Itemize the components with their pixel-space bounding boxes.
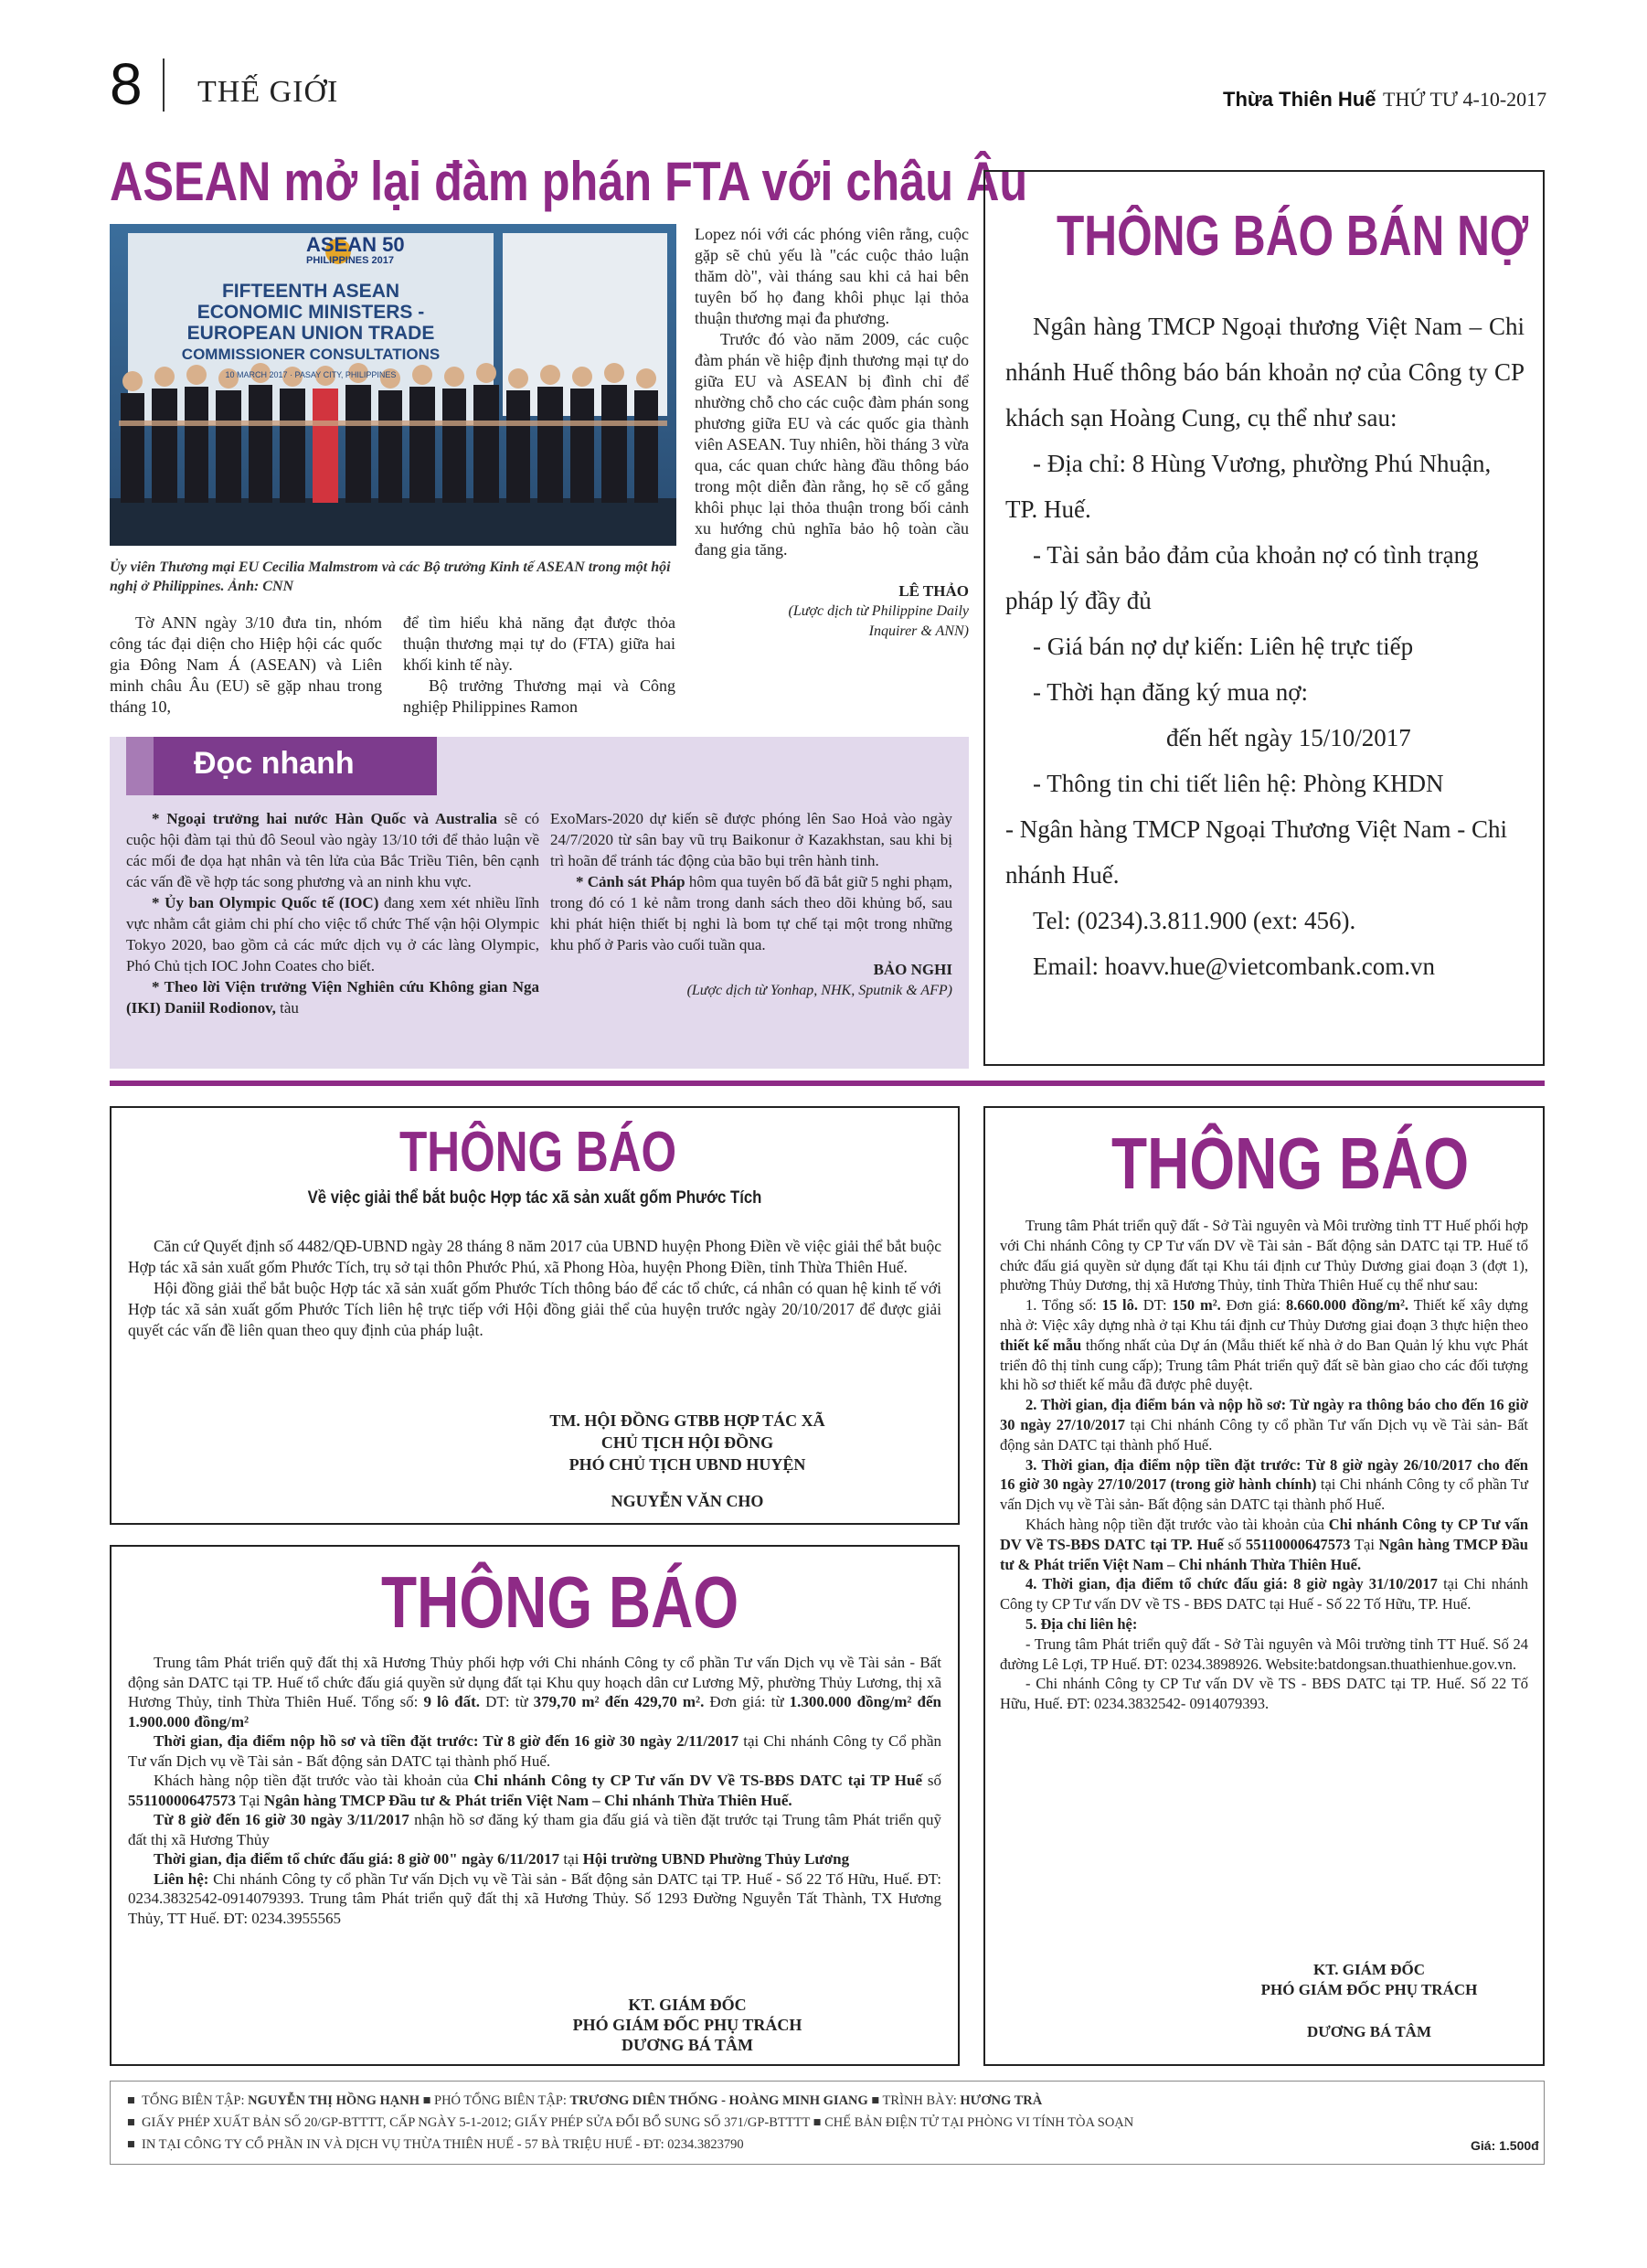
photo-sign-line1: FIFTEENTH ASEAN	[221, 281, 400, 302]
quick-news-item4-text: hôm qua tuyên bố đã bắt giữ 5 nghi phạm, trong đó có 1 kẻ nằm trong danh sách theo dõi khủng bố, sau khi phát hiện thiết bị nghi là bom tự chế tại một trong những khu phố ở Paris vào cuối tuần qua.	[550, 873, 953, 953]
nh-p3b: Chi nhánh Công ty CP Tư vấn DV Về TS-BĐS DATC tại TP Huế	[473, 1772, 923, 1789]
nd-p6a: 4. Thời gian, địa điểm tổ chức đấu giá: 8 giờ ngày 31/10/2017	[1025, 1575, 1438, 1593]
nh-p1a: Trung tâm Phát triển quỹ đất thị xã Hương Thủy phối hợp với Chi nhánh Công ty cổ phần Tư vấn Dịch vụ về Tài sản - Bất động sản DATC tại TP. Huế tổ chức đấu giá quyền sử dụng đất tại Khu quy hoạch dân cư Lương Mỹ, phường Thủy Lương, thị xã Hương Thủy, tỉnh Thừa Thiên Huế. Tổng số:	[128, 1654, 941, 1710]
notice-huongthuy-signature	[523, 1995, 852, 2055]
notice-thuyduong-p5	[1000, 1515, 1528, 1574]
debt-sale-body	[1005, 303, 1525, 989]
photo-sign-line2: ECONOMIC MINISTERS -	[197, 302, 425, 323]
quick-news-item1-text: sẽ có cuộc hội đàm tại thủ đô Seoul vào ngày 13/10 tới để thảo luận về các mối đe dọa hạt nhân và tên lửa của Bắc Triều Tiên, bên cạnh các vấn đề về hợp tác song phương và an ninh khu vực.	[126, 810, 539, 890]
notice-thuyduong-p6	[1000, 1574, 1528, 1614]
article-photo	[110, 224, 676, 546]
page-header	[110, 53, 1554, 117]
article-col3-text1: Lopez nói với các phóng viên rằng, cuộc gặp sẽ chủ yếu là "các cuộc thảo luận thăm dò", vài tháng sau khi cả hai bên tuyên bố họ đang khôi phục lại thỏa thuận thương mại đa phương.	[695, 225, 969, 327]
nd-p2e: Đơn giá:	[1220, 1296, 1286, 1315]
nh-p3d: 55110000647573	[128, 1791, 237, 1809]
quick-news-item3-cont: ExoMars-2020 dự kiến sẽ được phóng lên Sao Hoả vào ngày 24/7/2020 từ sân bay vũ trụ Baikonur ở Kazakhstan, sau khi bị trì hoãn để tránh tác động của bão bụi trên hành tinh.	[550, 810, 952, 869]
bullet-icon: ■	[127, 2093, 143, 2108]
debt-sale-tel: Tel: (0234).3.811.900 (ext: 456).	[1033, 907, 1356, 934]
imprint-editor-label: TỔNG BIÊN TẬP:	[142, 2093, 249, 2108]
notice-huongthuy-sig2: PHÓ GIÁM ĐỐC PHỤ TRÁCH	[572, 2016, 802, 2034]
nh-p1d: 379,70 m² đến 429,70 m².	[533, 1693, 705, 1710]
notice-huongthuy	[110, 1545, 960, 2066]
nh-p1f: 1.300.000 đồng/m² đến 1.900.000 đồng/m²	[128, 1693, 941, 1730]
debt-sale-address: - Địa chỉ: 8 Hùng Vương, phường Phú Nhuận, TP. Huế.	[1005, 450, 1492, 523]
nd-p6b: tại Chi nhánh Công ty CP Tư vấn DV về TS - BĐS DATC tại Huế - Số 22 Tố Hữu, TP. Huế.	[1000, 1575, 1529, 1613]
article-col-1	[110, 612, 382, 718]
nd-p4b: tại Chi nhánh Công ty cổ phần Tư vấn Dịch vụ về Tài sản- Bất động sản DATC tại thành phố Huế.	[1000, 1475, 1528, 1514]
debt-sale-price: - Giá bán nợ dự kiến: Liên hệ trực tiếp	[1033, 633, 1414, 660]
bullet-icon: ■	[127, 2115, 143, 2130]
quick-news-item-2	[126, 892, 539, 976]
nh-p2b: tại Chi nhánh Công ty Cổ phần Tư vấn Dịch vụ về Tài sản - Bất động sản DATC tại thành phố Huế.	[128, 1732, 941, 1770]
quick-news-source: (Lược dịch từ Yonhap, NHK, Sputnik & AFP)	[686, 983, 952, 998]
article-col3-text2: Trước đó vào năm 2009, các cuộc đàm phán về hiệp định thương mại tự do giữa EU và ASEAN bị đình chỉ để nhường chỗ cho các cuộc đàm phán song phương giữa EU và các quốc gia thành viên ASEAN. Tuy nhiên, hồi tháng 3 vừa qua, các quan chức hàng đầu thông báo trong một diễn đàn rằng, họ sẽ cố gắng khôi phục lại thỏa thuận trong bối cảnh xu hướng chủ nghĩa bảo hộ toàn cầu đang gia tăng.	[695, 330, 969, 559]
nd-p2b: 15 lô.	[1101, 1296, 1138, 1315]
debt-sale-email: Email: hoavv.hue@vietcombank.com.vn	[1033, 953, 1436, 980]
nd-p2h: thiết kế mẫu	[1000, 1336, 1082, 1354]
nd-p3b: tại Chi nhánh Công ty cổ phần Tư vấn Dịch vụ về Tài sản- Bất động sản DATC tại thành phố Huế.	[1000, 1415, 1528, 1453]
photo-sign-date: 10 MARCH 2017 · PASAY CITY, PHILIPPINES	[225, 370, 397, 379]
imprint-line-1	[127, 2091, 1042, 2111]
notice-huongthuy-p3	[128, 1771, 941, 1810]
nd-p2f: 8.660.000 đồng/m².	[1285, 1296, 1409, 1315]
photo-illustration	[110, 224, 676, 546]
nh-p6a: Liên hệ:	[154, 1869, 209, 1888]
notice-thuyduong	[983, 1106, 1545, 2066]
quick-news-item-1	[126, 808, 539, 892]
nd-p4a: 3. Thời gian, địa điểm nộp tiền đặt trước: Từ 8 giờ ngày 26/10/2017 cho đến 16 giờ 30 ngày 27/10/2017 (trong giờ hành chính)	[1000, 1455, 1528, 1494]
nh-p5a: Thời gian, địa điểm tổ chức đấu giá: 8 giờ 00" ngày 6/11/2017	[154, 1850, 560, 1868]
imprint-layout-label: ■ TRÌNH BÀY:	[867, 2093, 961, 2108]
notice-thuyduong-signer: DƯƠNG BÁ TÂM	[1307, 2023, 1431, 2040]
notice-thuyduong-p8: - Trung tâm Phát triển quỹ đất - Sở Tài nguyên và Môi trường tỉnh TT Huế. Số 24 đường Lê Lợi, TP Huế. ĐT: 0234.3898926. Website:batdongsan.thuathienhue.gov.vn.	[1000, 1634, 1528, 1673]
imprint-line-3	[127, 2135, 744, 2155]
debt-sale-title: THÔNG BÁO BÁN NỢ	[1057, 205, 1529, 268]
issue-date: THỨ TƯ 4-10-2017	[1383, 88, 1547, 111]
notice-thuyduong-p1: Trung tâm Phát triển quỹ đất - Sở Tài nguyên và Môi trường tỉnh TT Huế phối hợp với Chi nhánh Công ty CP Tư vấn DV về Tài sản - Bất động sản DATC tại TP. Huế tổ chức đấu giá quyền sử dụng đất tại Khu tái định cư Thủy Dương giai đoạn 3 (đợt 1), phường Thủy Dương, thị xã Hương Thủy, tỉnh Thừa Thiên Huế cụ thể như sau:	[1000, 1217, 1528, 1294]
notice-huongthuy-signer: DƯƠNG BÁ TÂM	[622, 2036, 753, 2054]
quick-news-item1-bold: * Ngoại trưởng hai nước Hàn Quốc và Australia	[152, 810, 498, 827]
quick-news-item-4	[550, 871, 952, 955]
imprint-layout: HƯƠNG TRÀ	[960, 2093, 1043, 2108]
notice-thuyduong-sig1: KT. GIÁM ĐỐC	[1313, 1961, 1425, 1978]
quick-news-item2-text: đang xem xét nhiều lĩnh vực nhằm cắt giảm chi phí cho việc tổ chức Thế vận hội Olympic Tokyo 2020, bao gồm cả các mức dịch vụ ở các làng Olympic, Phó Chủ tịch IOC John Coates cho biết.	[126, 894, 539, 974]
quick-news-author: BẢO NGHI	[873, 961, 952, 978]
photo-banner-philippines: PHILIPPINES 2017	[306, 255, 394, 266]
photo-caption: Ủy viên Thương mại EU Cecilia Malmstrom và các Bộ trưởng Kinh tế ASEAN trong một hội nghị ở Philippines. Ảnh: CNN	[110, 559, 671, 594]
notice-huongthuy-p1	[128, 1653, 941, 1731]
nd-p2i: thống nhất của Dự án (Mẫu thiết kế nhà ở do Ban Quản lý khu vực Phát triển đô thị tỉnh cung cấp); Trung tâm Phát triển quỹ đất sẽ bàn giao cho các đối tượng khi hồ sơ thiết kế mẫu đã được phê duyệt.	[1000, 1336, 1528, 1394]
nd-p5f: Ngân hàng TMCP Đầu tư & Phát triển Việt Nam – Chi nhánh Thừa Thiên Huế.	[1000, 1535, 1528, 1573]
nh-p1b: 9 lô đất.	[423, 1693, 481, 1710]
debt-sale-deadline-value: đến hết ngày 15/10/2017	[1166, 724, 1411, 751]
header-divider	[163, 59, 165, 112]
imprint-printer: IN TẠI CÔNG TY CỔ PHẦN IN VÀ DỊCH VỤ THỪA THIÊN HUẾ - 57 BÀ TRIỆU HUẾ - ĐT: 0234.3823790	[142, 2137, 744, 2152]
imprint-editor: NGUYỄN THỊ HỒNG HẠNH	[248, 2093, 420, 2108]
notice-dissolution-body	[128, 1236, 941, 1341]
bullet-icon: ■	[127, 2137, 143, 2152]
nh-p2a: Thời gian, địa điểm nộp hồ sơ và tiền đặt trước: Từ 8 giờ đến 16 giờ 30 ngày 2/11/2017	[154, 1732, 739, 1750]
notice-huongthuy-p6	[128, 1869, 941, 1929]
page-number: 8	[110, 51, 143, 117]
imprint-line-2	[127, 2113, 1133, 2133]
quick-news-item3-bold: * Theo lời Viện trưởng Viện Nghiên cứu Không gian Nga (IKI) Daniil Rodionov,	[126, 978, 539, 1017]
nd-p2c: DT:	[1137, 1296, 1173, 1315]
photo-sign-line3: EUROPEAN UNION TRADE	[186, 323, 435, 344]
article-author: LÊ THẢO	[898, 582, 969, 600]
nd-p2a: 1. Tổng số:	[1025, 1296, 1102, 1315]
nh-p3a: Khách hàng nộp tiền đặt trước vào tài khoản của	[154, 1772, 474, 1789]
notice-dissolution-signature	[523, 1410, 852, 1512]
article-col-3	[695, 224, 969, 642]
debt-sale-contact: - Thông tin chi tiết liên hệ: Phòng KHDN	[1033, 770, 1444, 797]
notice-huongthuy-p2	[128, 1731, 941, 1771]
notice-dissolution-signer: NGUYỄN VĂN CHO	[611, 1492, 764, 1510]
notice-dissolution	[110, 1106, 960, 1525]
nh-p4a: Từ 8 giờ đến 16 giờ 30 ngày 3/11/2017	[154, 1811, 409, 1828]
quick-news-item-3	[126, 976, 539, 1018]
nd-p5c: số	[1223, 1535, 1246, 1553]
quick-news-title: Đọc nhanh	[194, 746, 355, 781]
article-col-2	[403, 612, 675, 718]
notice-thuyduong-p2	[1000, 1295, 1528, 1395]
notice-thuyduong-p7: 5. Địa chỉ liên hệ:	[1025, 1614, 1138, 1633]
section-name: THẾ GIỚI	[197, 75, 339, 109]
notice-thuyduong-signature	[1214, 1960, 1525, 2042]
nd-p2d: 150 m².	[1172, 1296, 1221, 1315]
notice-thuyduong-p4	[1000, 1455, 1528, 1515]
imprint-deputy-label: ■ PHÓ TỔNG BIÊN TẬP:	[420, 2093, 570, 2108]
nh-p5b: tại	[559, 1850, 583, 1868]
issue-price: Giá: 1.500đ	[1471, 2138, 1539, 2153]
notice-huongthuy-title: THÔNG BÁO	[381, 1561, 739, 1643]
notice-dissolution-p2: Hội đồng giải thể bắt buộc Hợp tác xã sản xuất gốm Phước Tích thông báo để các tổ chức, cá nhân có quan hệ kinh tế với Hợp tác xã sản xuất gốm Phước Tích liên hệ trực tiếp với Hội đồng giải thể của huyện trước ngày 20/10/2017 để được giải quyết các vấn đề liên quan theo quy định của pháp luật.	[128, 1279, 941, 1339]
photo-sign-line4: COMMISSIONER CONSULTATIONS	[181, 346, 441, 363]
nh-p3e: Tại	[236, 1791, 264, 1809]
notice-dissolution-sig3: PHÓ CHỦ TỊCH UBND HUYỆN	[568, 1455, 806, 1474]
notice-thuyduong-title: THÔNG BÁO	[1111, 1123, 1470, 1204]
paper-name: Thừa Thiên Huế	[1223, 88, 1376, 111]
quick-news-item3-text: tàu	[275, 999, 299, 1017]
notice-thuyduong-sig2: PHÓ GIÁM ĐỐC PHỤ TRÁCH	[1260, 1981, 1478, 1998]
nh-p6b: Chi nhánh Công ty cổ phần Tư vấn Dịch vụ về Tài sản - Bất động sản DATC tại TP. Huế - Số 22 Tố Hữu, Huế. ĐT: 0234.3832542-0914079393. Trung tâm Phát triển quỹ đất thị xã Hương Thủy. Số 1293 Đường Nguyễn Tất Thành, TX Hương Thủy, TT Huế. ĐT: 0234.3955565	[128, 1869, 941, 1927]
article-headline: ASEAN mở lại đàm phán FTA với châu Âu	[110, 151, 1028, 212]
photo-sign-text	[137, 281, 484, 381]
quick-news-item4-bold: * Cảnh sát Pháp	[576, 873, 685, 890]
quick-news-box	[110, 737, 969, 1069]
nh-p5c: Hội trường UBND Phường Thủy Lương	[582, 1850, 850, 1868]
nd-p3a: 2. Thời gian, địa điểm bán và nộp hồ sơ: Từ ngày ra thông báo cho đến 16 giờ 30 ngày 27/10/2017	[1000, 1396, 1528, 1433]
section-divider	[110, 1081, 1545, 1086]
article-source: (Lược dịch từ Philippine Daily Inquirer & ANN)	[788, 603, 969, 639]
debt-sale-collateral: - Tài sản bảo đảm của khoản nợ có tình trạng pháp lý đầy đủ	[1005, 541, 1479, 614]
quick-news-col-2	[550, 808, 952, 1001]
imprint-deputy: TRƯƠNG DIÊN THỐNG - HOÀNG MINH GIANG	[569, 2093, 868, 2108]
debt-sale-contact-bank: - Ngân hàng TMCP Ngoại Thương Việt Nam - Chi nhánh Huế.	[1005, 815, 1508, 889]
imprint-license: GIẤY PHÉP XUẤT BẢN SỐ 20/GP-BTTTT, CẤP NGÀY 5-1-2012; GIẤY PHÉP SỬA ĐỔI BỔ SUNG SỐ 371/GP-BTTTT ■ CHẾ BẢN ĐIỆN TỬ TẠI PHÒNG VI TÍNH TÒA SOẠN	[142, 2115, 1134, 2130]
notice-huongthuy-p4	[128, 1810, 941, 1849]
article-col2-text1: để tìm hiểu khả năng đạt được thỏa thuận thương mại tự do (FTA) giữa hai khối kinh tế này.	[403, 613, 675, 674]
notice-thuyduong-body	[1000, 1216, 1528, 1714]
imprint-footer	[110, 2081, 1545, 2165]
notice-dissolution-title: THÔNG BÁO	[399, 1121, 677, 1184]
quick-news-title-stripe	[126, 737, 154, 795]
nh-p3f: Ngân hàng TMCP Đầu tư & Phát triển Việt Nam – Chi nhánh Thừa Thiên Huế.	[263, 1791, 792, 1809]
notice-thuyduong-p9: - Chi nhánh Công ty CP Tư vấn DV về TS - BĐS DATC tại TP. Huế. Số 22 Tố Hữu, Huế. ĐT: 0234.3832542- 0914079393.	[1000, 1675, 1528, 1713]
nd-p5a: Khách hàng nộp tiền đặt trước vào tài khoản của	[1025, 1515, 1329, 1533]
article-col2-text2: Bộ trưởng Thương mại và Công nghiệp Philippines Ramon	[403, 676, 675, 716]
nh-p1c: DT: từ	[480, 1693, 534, 1710]
quick-news-col-1	[126, 808, 539, 1018]
nd-p5d: 55110000647573	[1245, 1535, 1351, 1553]
nh-p1e: Đơn giá: từ	[704, 1693, 790, 1710]
nd-p2g: Thiết kế xây dựng nhà ở: Việc xây dựng nhà ở tại Khu tái định cư Thủy Dương giai đoạn 3 thực hiện theo	[1000, 1296, 1528, 1334]
nd-p5b: Chi nhánh Công ty CP Tư vấn DV Về TS-BĐS DATC tại TP. Huế	[1000, 1515, 1528, 1553]
notice-thuyduong-p3	[1000, 1395, 1528, 1454]
photo-banner-asean: ASEAN 50	[306, 233, 405, 256]
notice-dissolution-p1: Căn cứ Quyết định số 4482/QĐ-UBND ngày 28 tháng 8 năm 2017 của UBND huyện Phong Điền về việc giải thể bắt buộc Hợp tác xã sản xuất gốm Phước Tích, trụ sở tại thôn Phước Phú, xã Phong Hòa, huyện Phong Điền, tỉnh Thừa Thiên Huế.	[128, 1237, 941, 1276]
debt-sale-notice	[983, 170, 1545, 1066]
notice-huongthuy-sig1: KT. GIÁM ĐỐC	[628, 1996, 747, 2014]
notice-huongthuy-p5	[128, 1849, 941, 1869]
debt-sale-intro: Ngân hàng TMCP Ngoại thương Việt Nam – Chi nhánh Huế thông báo bán khoản nợ của Công ty CP khách sạn Hoàng Cung, cụ thể như sau:	[1005, 313, 1525, 431]
notice-dissolution-subtitle: Về việc giải thể bắt buộc Hợp tác xã sản xuất gốm Phước Tích	[307, 1188, 762, 1208]
notice-dissolution-sig2: CHỦ TỊCH HỘI ĐỒNG	[600, 1433, 774, 1452]
nh-p3c: số	[922, 1772, 941, 1789]
nh-p4b: nhận hồ sơ đăng ký tham gia đấu giá và tiền đặt trước tại Trung tâm Phát triển quỹ đất thị xã Hương Thủy	[128, 1811, 941, 1848]
notice-dissolution-sig1: TM. HỘI ĐỒNG GTBB HỢP TÁC XÃ	[549, 1411, 825, 1430]
article-col1-text: Tờ ANN ngày 3/10 đưa tin, nhóm công tác đại diện cho Hiệp hội các quốc gia Đông Nam Á (ASEAN) và Liên minh châu Âu (EU) sẽ gặp nhau trong tháng 10,	[110, 613, 382, 716]
quick-news-item2-bold: * Ủy ban Olympic Quốc tế (IOC)	[152, 894, 379, 911]
notice-huongthuy-body	[128, 1653, 941, 1928]
nd-p5e: Tại	[1350, 1535, 1379, 1553]
debt-sale-deadline-label: - Thời hạn đăng ký mua nợ:	[1033, 678, 1309, 706]
